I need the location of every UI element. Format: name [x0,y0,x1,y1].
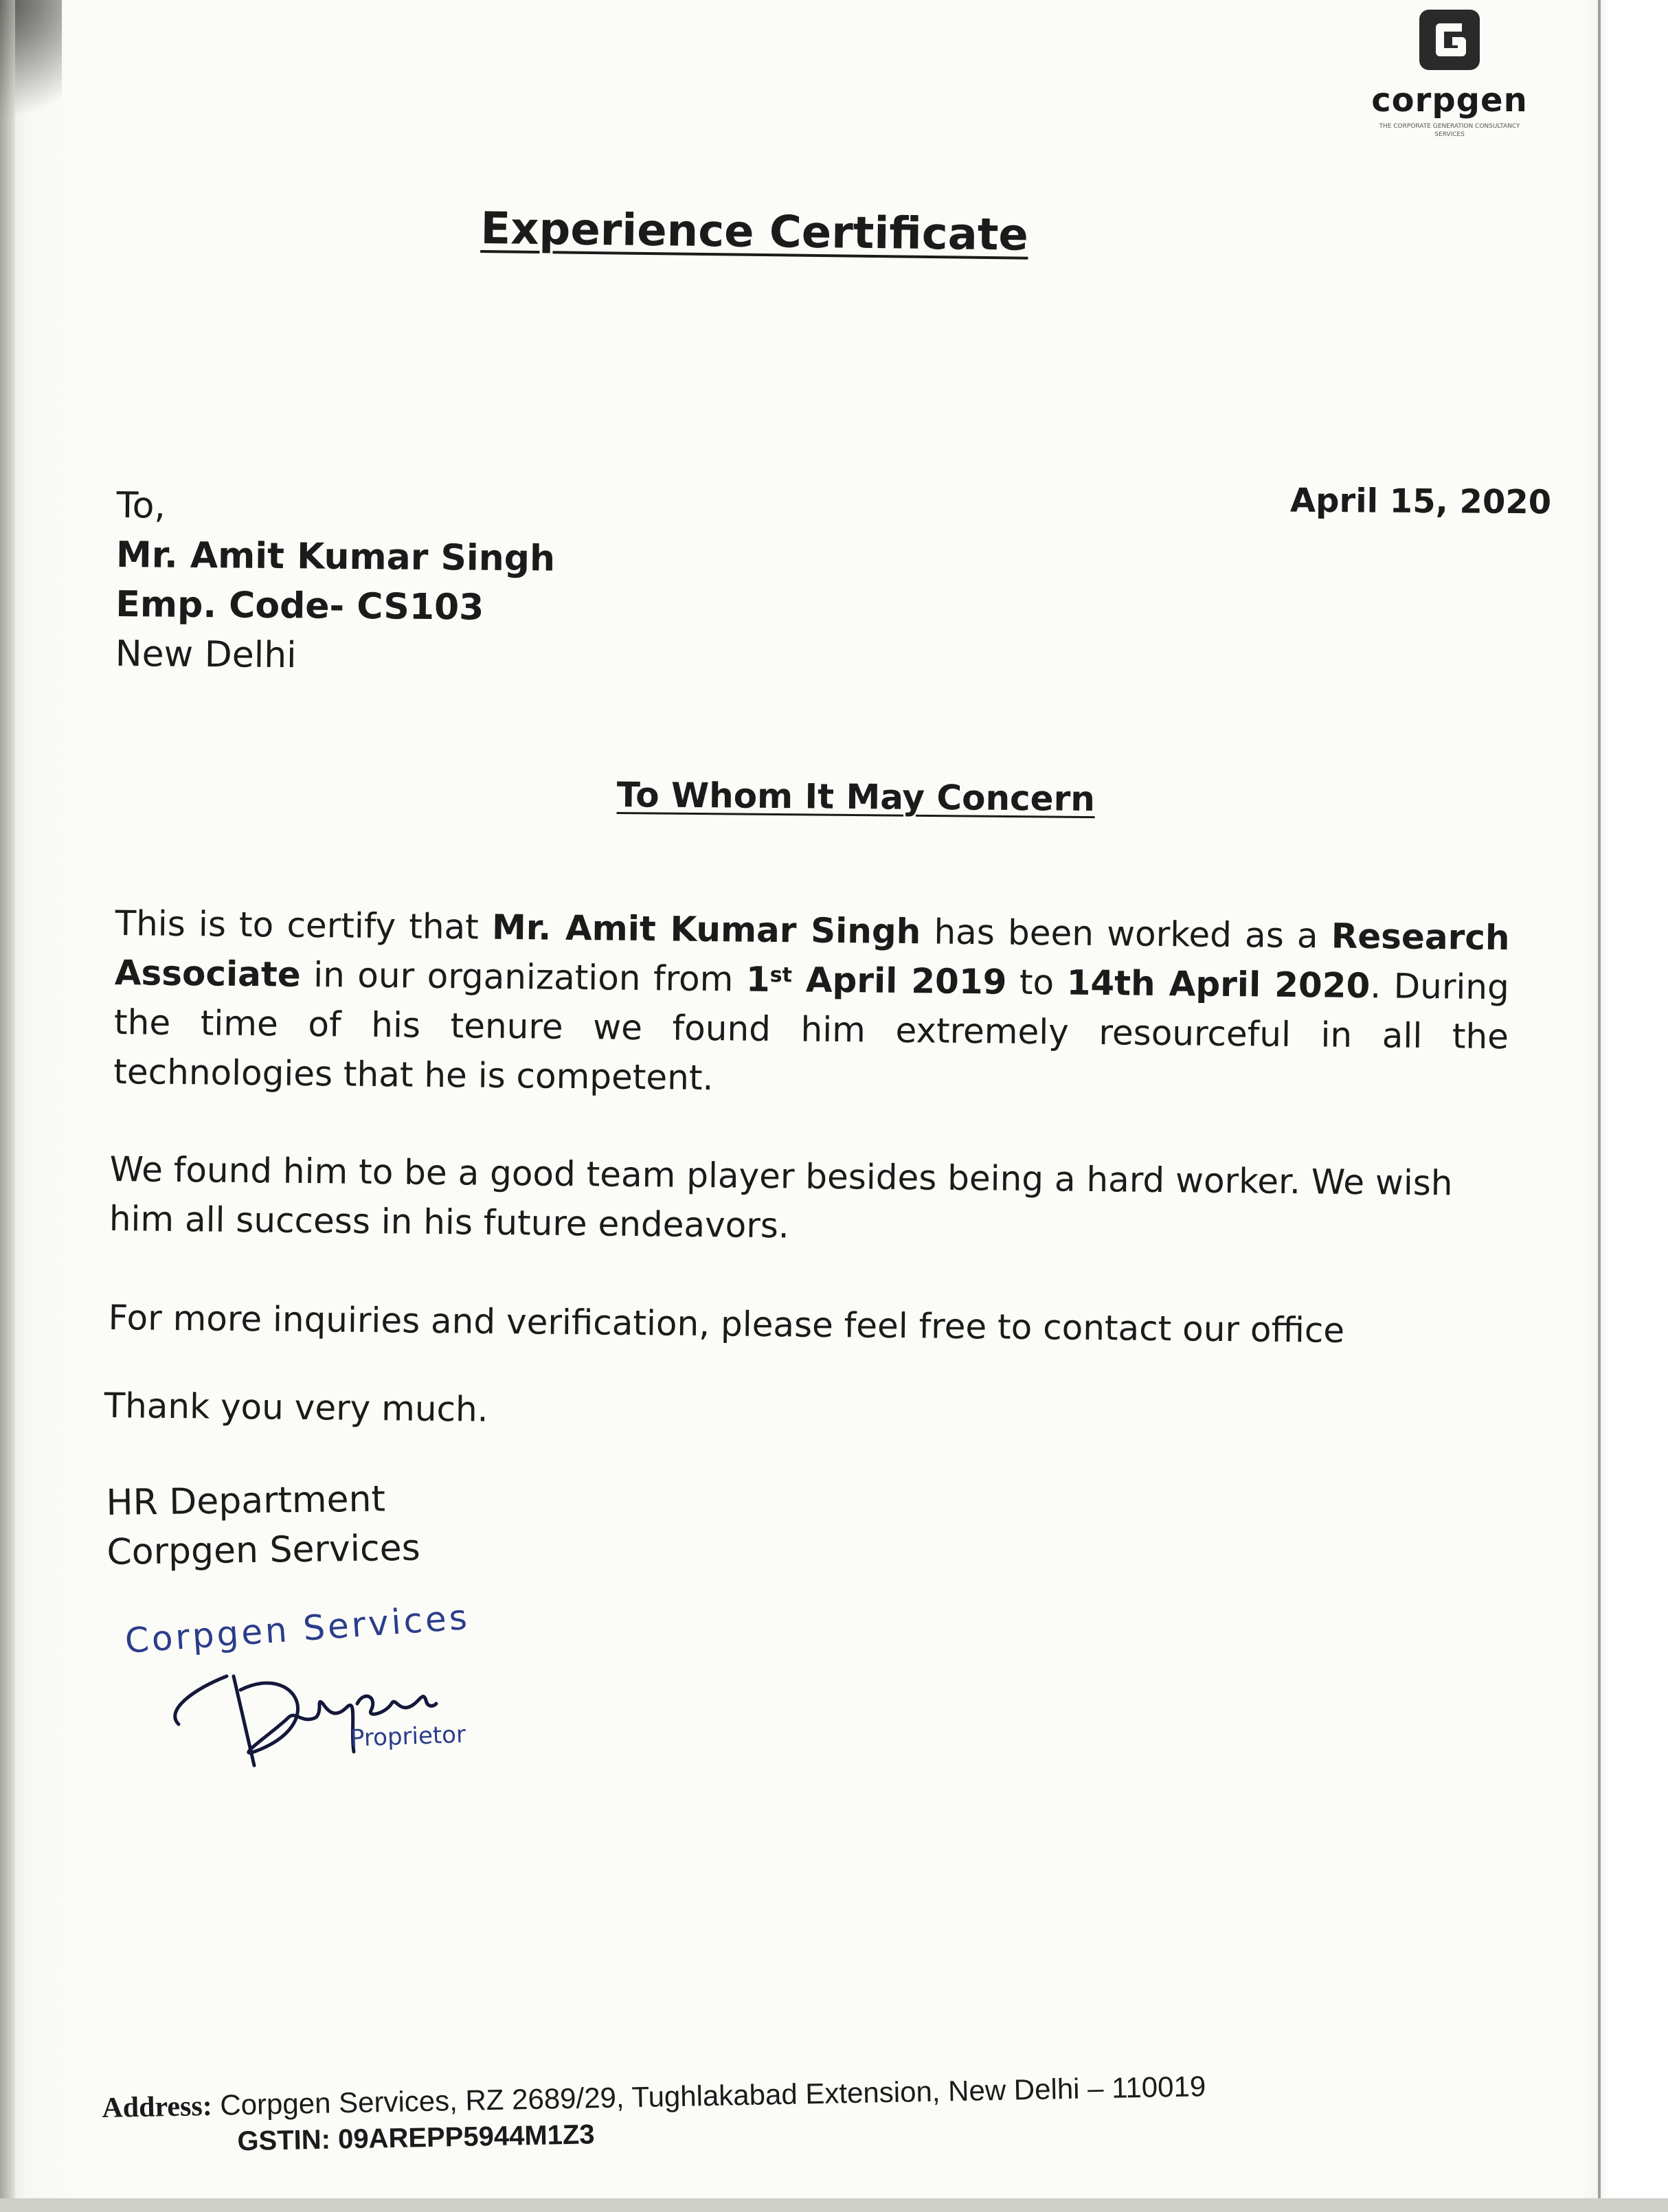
p1-text: . During the time of his tenure we found him extremely resourceful in all the technologies that he is competent. [113,966,1510,1098]
appreciation-paragraph: We found him to be a good team player besides being a hard worker. We wish him all success in his future endeavors. [109,1149,1453,1246]
start-date [746,960,1007,1002]
salutation: To, [116,484,166,527]
start-day: 1 [745,959,770,1000]
recipient-block [115,481,556,683]
recipient-name: Mr. Amit Kumar Singh [115,534,556,580]
company-logo [1367,7,1532,158]
stamp-role: Proprietor [350,1721,466,1752]
paper-right-edge [1598,0,1601,2212]
start-month-year: April 2019 [791,960,1007,1002]
logo-tagline: THE CORPORATE GENERATION CONSULTANCY SERVICES [1379,123,1520,138]
gstin: GSTIN: 09AREPP5944M1Z3 [237,2119,595,2157]
address-label: Address: [102,2090,213,2124]
p1-text: to [1006,962,1067,1003]
page-title: Experience Certificate [480,203,1029,261]
employee-name: Mr. Amit Kumar Singh [491,907,921,952]
address-text: Corpgen Services, RZ 2689/29, Tughlakabad Extension, New Delhi – 110019 [212,2070,1206,2121]
signoff-department: HR Department [106,1478,386,1524]
corpgen-logo-icon [1417,7,1483,73]
stamp-company-name: Corpgen Services [124,1596,471,1661]
p1-text: This is to certify that [115,903,493,947]
employee-code: Emp. Code- CS103 [115,583,484,629]
job-role: Research Associate [114,916,1510,995]
end-date: 14th April 2020 [1066,962,1371,1006]
company-stamp [117,1596,501,1779]
signoff-block [106,1474,420,1577]
footer [102,2070,1207,2160]
p1-text: in our organization from [300,954,747,1000]
signoff-company: Corpgen Services [106,1527,421,1573]
letter-date: April 15, 2020 [1289,481,1552,522]
logo-name: corpgen [1371,81,1528,120]
subject-line: To Whom It May Concern [616,775,1096,820]
start-day-suffix: st [769,962,793,988]
scan-bottom-edge [0,2198,1668,2212]
p1-text: has been worked as a [921,912,1332,956]
signature-mark [151,1649,440,1772]
paper-left-edge [0,0,15,2212]
recipient-city: New Delhi [115,633,297,677]
inquiries-paragraph: For more inquiries and verification, please feel free to contact our office [108,1297,1345,1351]
certification-paragraph [113,899,1510,1111]
thanks-paragraph: Thank you very much. [104,1385,488,1430]
